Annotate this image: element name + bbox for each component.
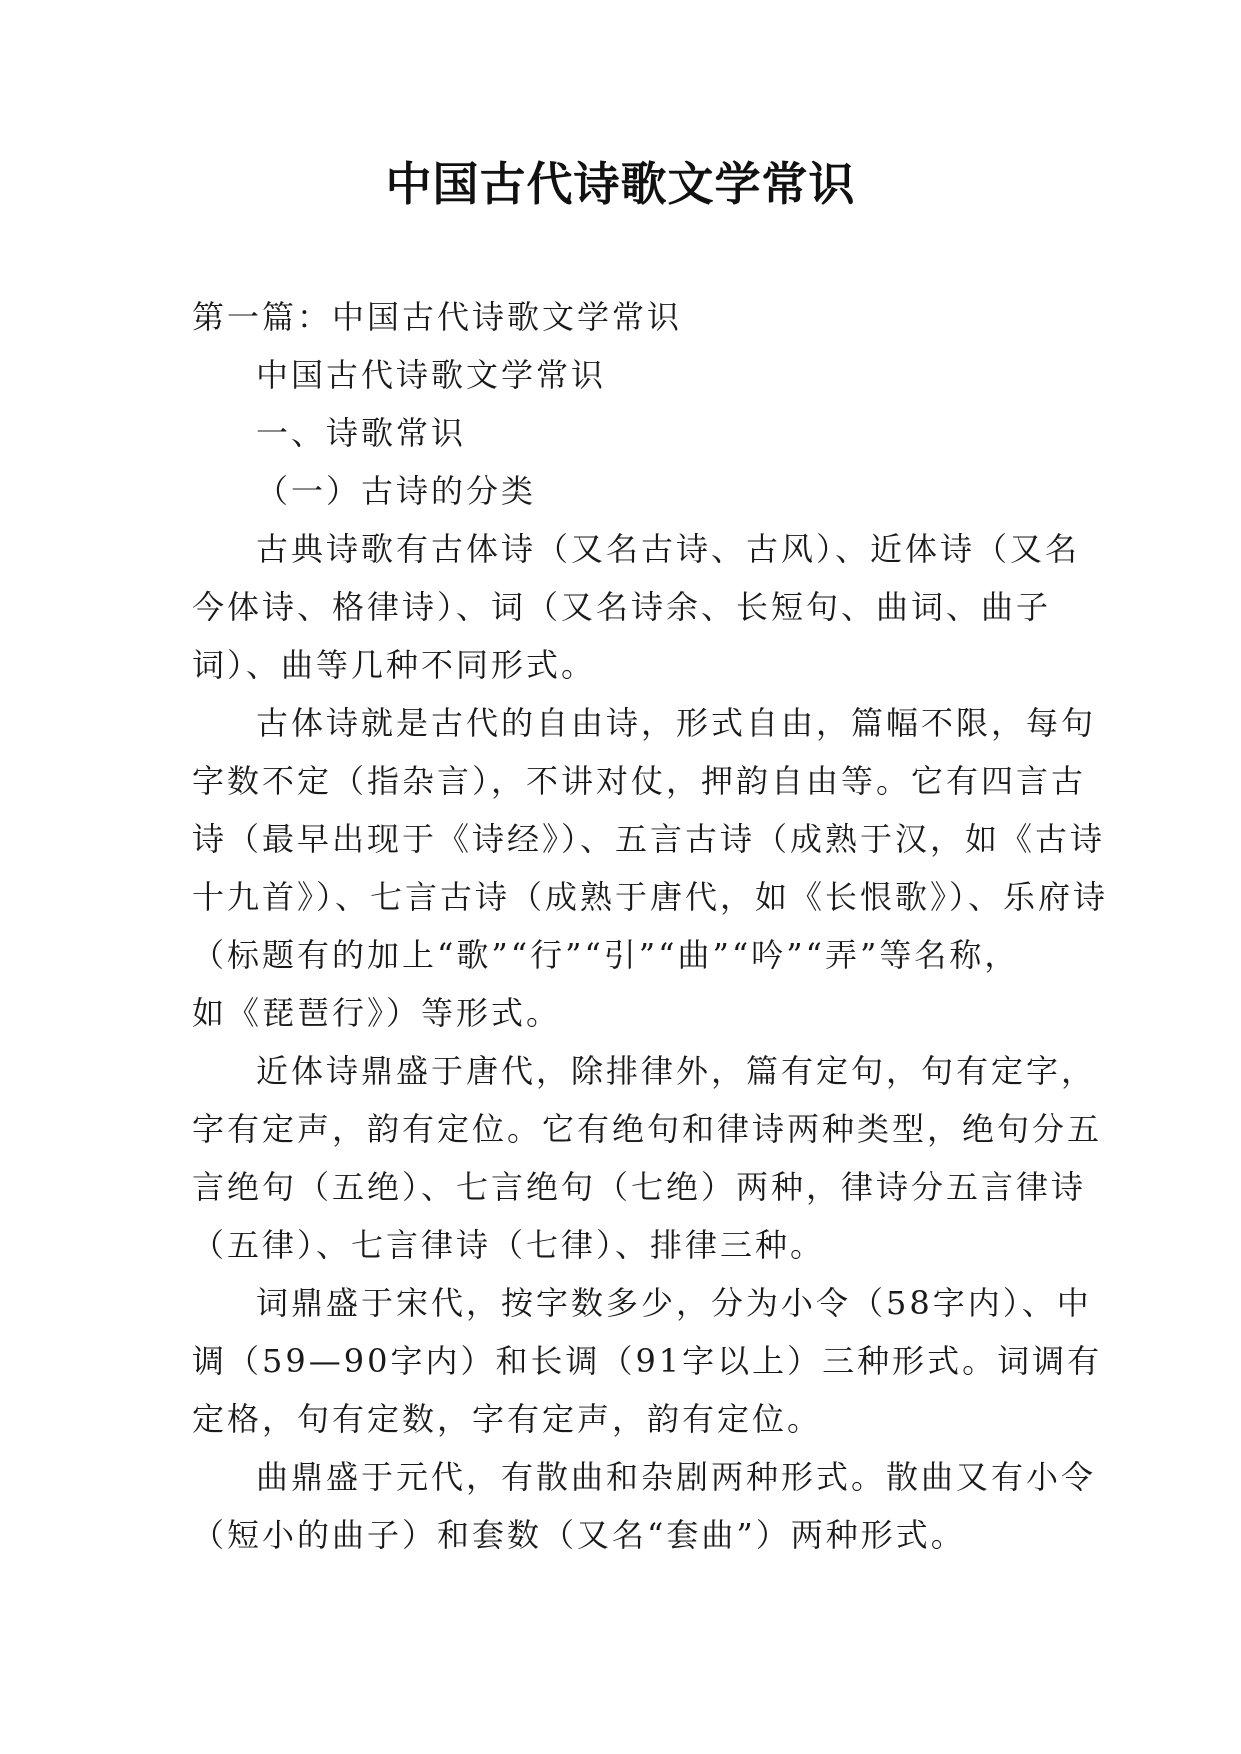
text-line: 今体诗、格律诗）、词（又名诗余、长短句、曲词、曲子	[192, 588, 1052, 626]
text-line: （标题有的加上“歌”“行”“引”“曲”“吟”“弄”等名称，	[192, 936, 1020, 974]
text-line: 古体诗就是古代的自由诗，形式自由，篇幅不限，每句	[256, 704, 1097, 742]
text-line: 古典诗歌有古体诗（又名古诗、古风）、近体诗（又名	[256, 530, 1081, 568]
text-line: 定格，句有定数，字有定声，韵有定位。	[192, 1400, 823, 1438]
text-line: 一、诗歌常识	[256, 414, 467, 452]
text-line: 曲鼎盛于元代，有散曲和杂剧两种形式。散曲又有小令	[256, 1458, 1097, 1496]
text-line: 中国古代诗歌文学常识	[256, 356, 607, 394]
text-line: 如《琵琶行》）等形式。	[192, 994, 562, 1032]
text-line: 字有定声，韵有定位。它有绝句和律诗两种类型，绝句分五	[192, 1110, 1103, 1148]
text-line: 词鼎盛于宋代，按字数多少，分为小令（58字内）、中	[256, 1284, 1092, 1322]
document-title: 中国古代诗歌文学常识	[385, 157, 856, 211]
text-line: 字数不定（指杂言），不讲对仗，押韵自由等。它有四言古	[192, 762, 1087, 800]
text-line: （五律）、七言律诗（七律）、排律三种。	[192, 1226, 826, 1264]
document-body	[192, 288, 1109, 1564]
text-line: 言绝句（五绝）、七言绝句（七绝）两种，律诗分五言律诗	[192, 1168, 1087, 1206]
text-line: 第一篇：中国古代诗歌文学常识	[192, 298, 683, 336]
text-line: 诗（最早出现于《诗经》）、五言古诗（成熟于汉，如《古诗	[192, 820, 1106, 858]
text-line: 调（59—90字内）和长调（91字以上）三种形式。词调有	[192, 1342, 1103, 1380]
text-line: （一）古诗的分类	[256, 472, 537, 510]
text-line: 十九首》）、七言古诗（成熟于唐代，如《长恨歌》）、乐府诗	[192, 878, 1109, 916]
text-line: 近体诗鼎盛于唐代，除排律外，篇有定句，句有定字，	[256, 1052, 1097, 1090]
text-line: 词）、曲等几种不同形式。	[192, 646, 597, 684]
text-line: （短小的曲子）和套数（又名“套曲”）两种形式。	[192, 1516, 966, 1554]
